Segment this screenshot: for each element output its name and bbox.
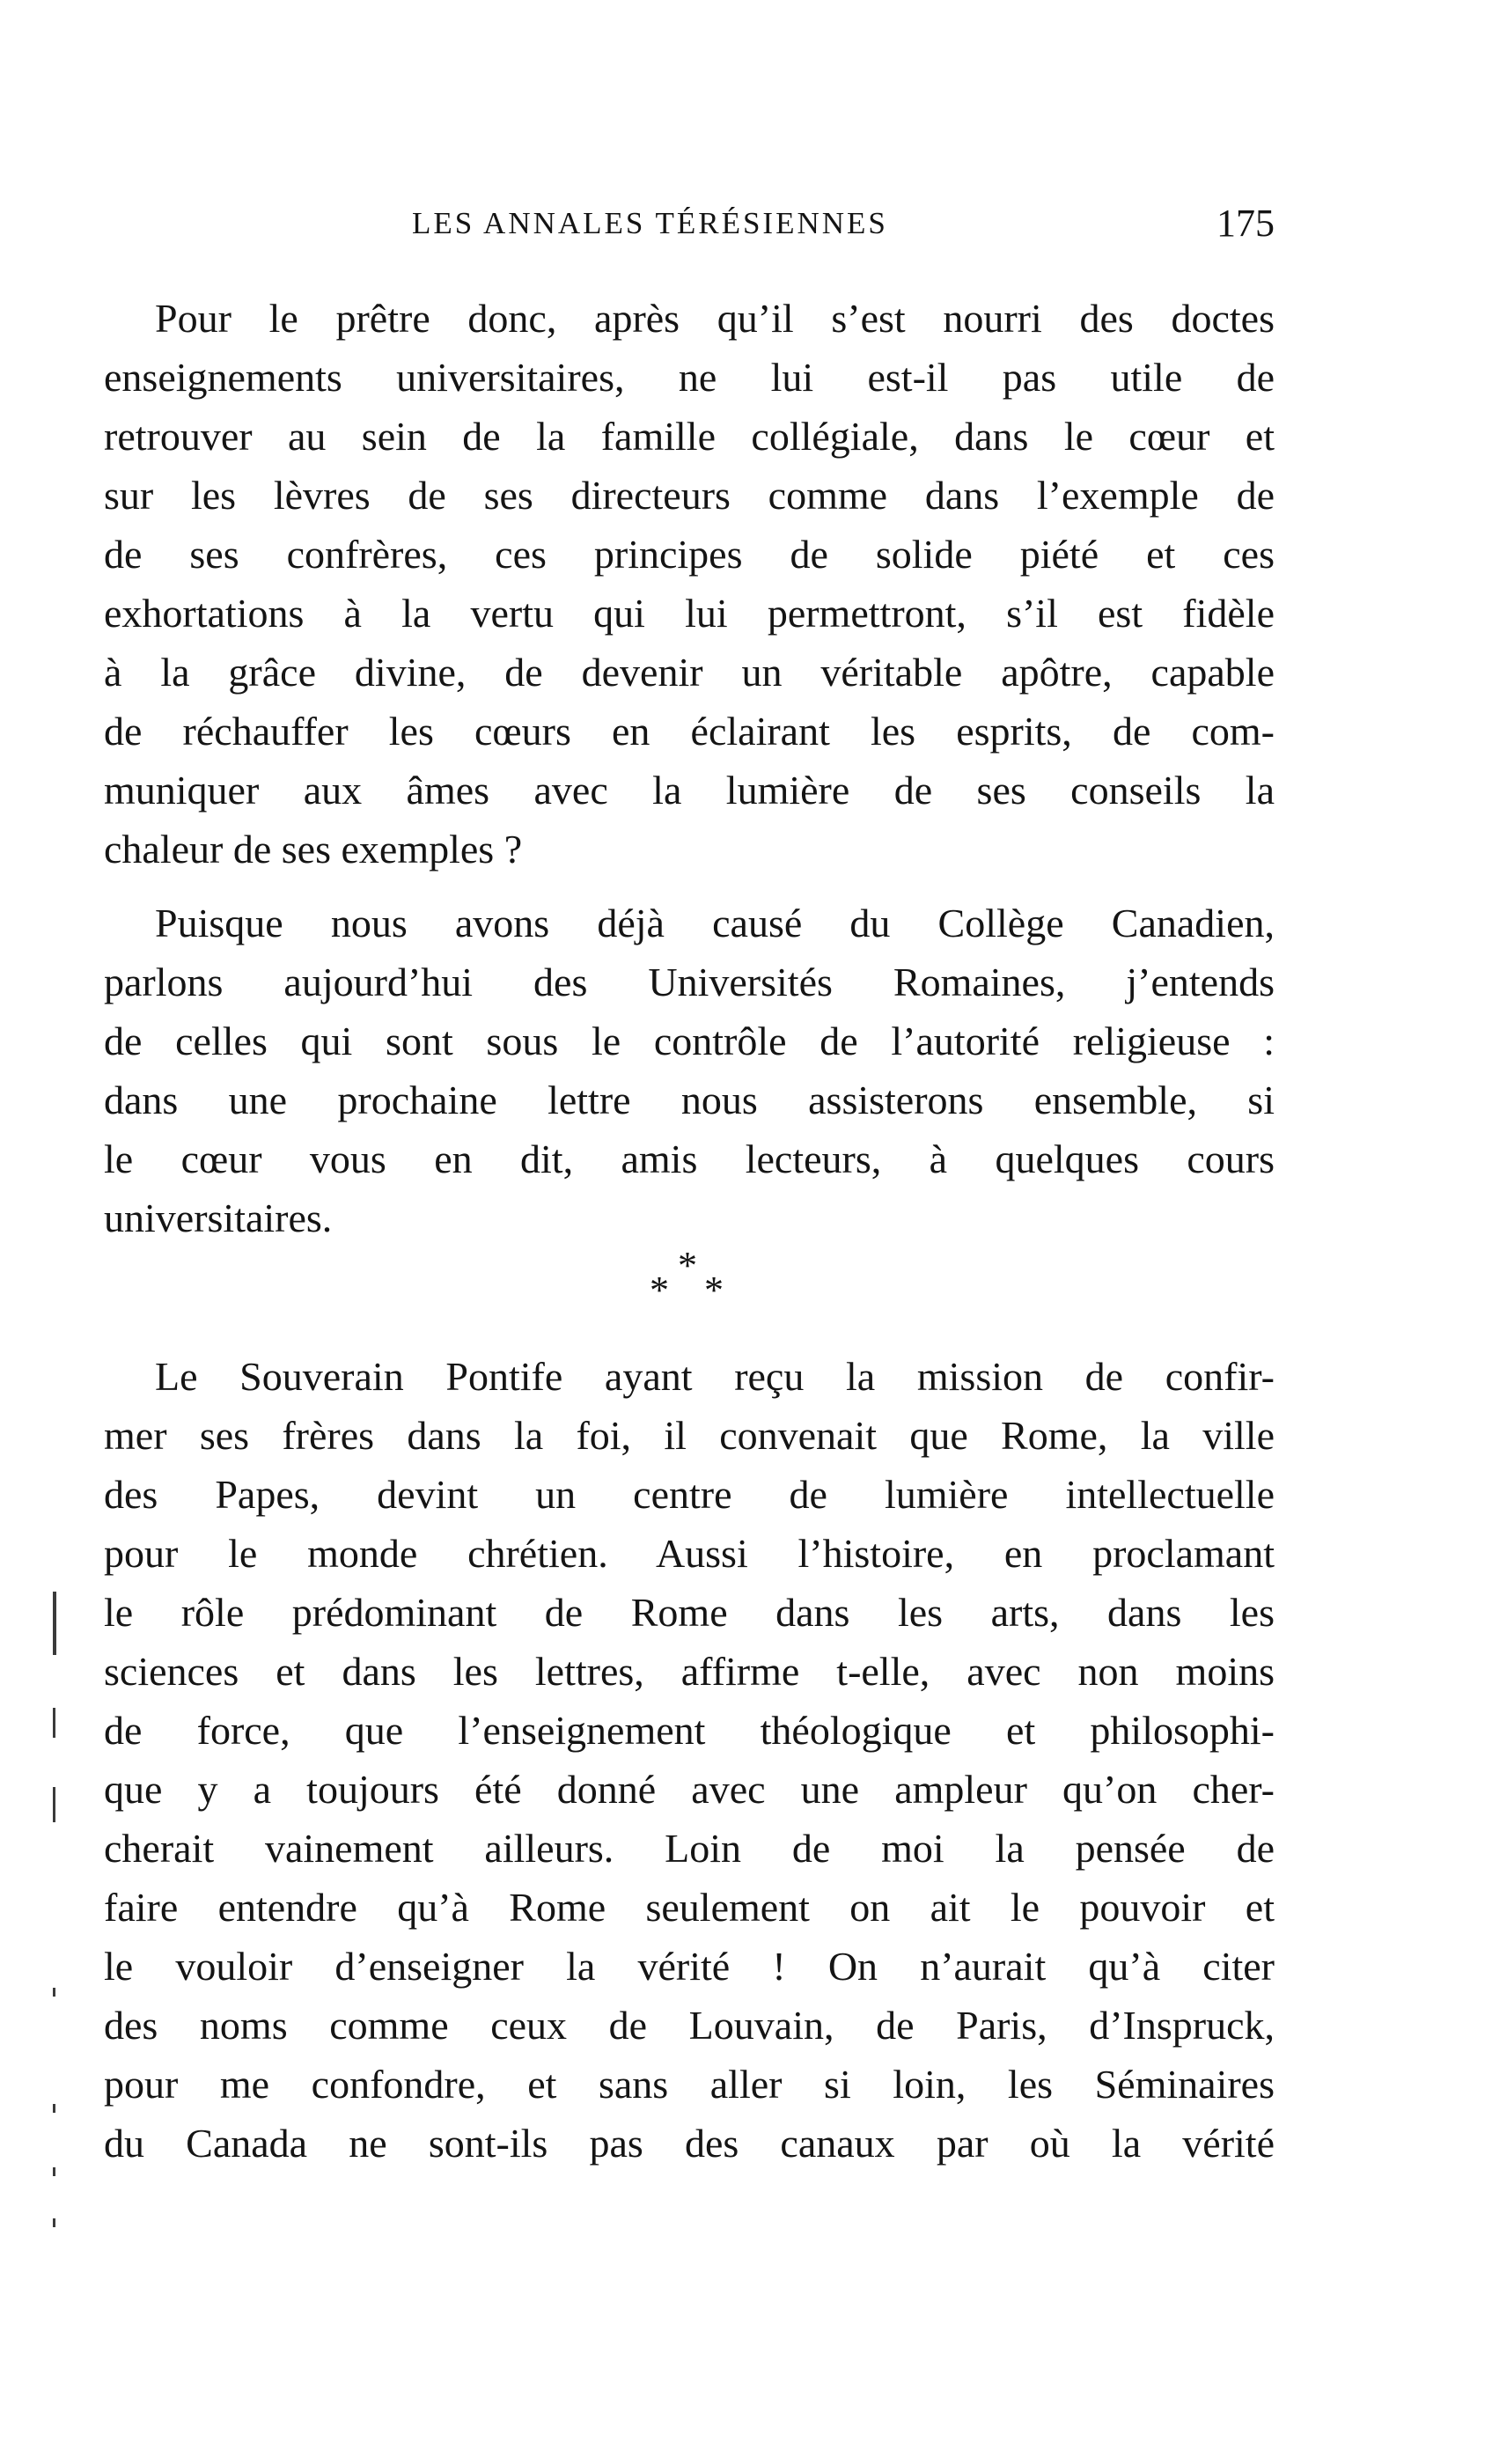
text-line: le vouloir d’enseigner la vérité ! On n’aurait qu’à citer: [104, 1944, 1275, 1989]
paragraph-1: [104, 289, 1275, 879]
text-line: de force, que l’enseignement théologique et philosophi-: [104, 1708, 1275, 1753]
text-line: que y a toujours été donné avec une ampleur qu’on cher-: [104, 1767, 1275, 1812]
text-line: le rôle prédominant de Rome dans les arts, dans les: [104, 1590, 1275, 1635]
margin-dot-mark: [53, 2218, 55, 2227]
text-line: de réchauffer les cœurs en éclairant les esprits, de com-: [104, 709, 1275, 754]
page-header: [104, 201, 1275, 254]
paragraph-3: [104, 1347, 1275, 2173]
asterisk-right: *: [704, 1269, 724, 1312]
page-number: 175: [1216, 202, 1275, 245]
text-line: sur les lèvres de ses directeurs comme dans l’exemple de: [104, 473, 1275, 518]
text-line: retrouver au sein de la famille collégiale, dans le cœur et: [104, 414, 1275, 459]
asterisk-left: *: [650, 1269, 669, 1312]
text-line: exhortations à la vertu qui lui permettront, s’il est fidèle: [104, 591, 1275, 636]
text-line: universitaires.: [104, 1195, 333, 1240]
text-line: muniquer aux âmes avec la lumière de ses conseils la: [104, 768, 1275, 813]
text-line: des Papes, devint un centre de lumière intellectuelle: [104, 1472, 1275, 1517]
text-line: pour le monde chrétien. Aussi l’histoire, en proclamant: [104, 1531, 1275, 1576]
text-line: mer ses frères dans la foi, il convenait que Rome, la ville: [104, 1413, 1275, 1458]
text-line: de ses confrères, ces principes de solide piété et ces: [104, 532, 1275, 577]
section-separator-asterism: [632, 1243, 755, 1322]
margin-rule-mark: [53, 1787, 55, 1822]
text-line: Le Souverain Pontife ayant reçu la mission de confir-: [155, 1354, 1275, 1399]
text-line: des noms comme ceux de Louvain, de Paris, d’Inspruck,: [104, 2003, 1275, 2048]
paragraph-2: [104, 894, 1275, 1247]
text-line: sciences et dans les lettres, affirme t-elle, avec non moins: [104, 1649, 1275, 1694]
text-line: du Canada ne sont-ils pas des canaux par où la vérité: [104, 2121, 1275, 2166]
text-line: le cœur vous en dit, amis lecteurs, à quelques cours: [104, 1136, 1275, 1181]
margin-dot-mark: [53, 2167, 55, 2176]
text-line: chaleur de ses exemples ?: [104, 827, 523, 872]
text-line: à la grâce divine, de devenir un véritable apôtre, capable: [104, 650, 1275, 695]
text-line: Puisque nous avons déjà causé du Collège Canadien,: [155, 901, 1275, 945]
margin-dot-mark: [53, 1988, 55, 1997]
text-line: pour me confondre, et sans aller si loin, les Séminaires: [104, 2062, 1275, 2107]
text-line: dans une prochaine lettre nous assisterons ensemble, si: [104, 1078, 1275, 1122]
running-title: LES ANNALES TÉRÉSIENNES: [412, 206, 888, 240]
margin-rule-mark: [53, 1592, 56, 1655]
text-line: parlons aujourd’hui des Universités Romaines, j’entends: [104, 960, 1275, 1004]
text-line: faire entendre qu’à Rome seulement on ait le pouvoir et: [104, 1885, 1275, 1930]
text-line: cherait vainement ailleurs. Loin de moi la pensée de: [104, 1826, 1275, 1871]
text-line: de celles qui sont sous le contrôle de l’autorité religieuse :: [104, 1019, 1275, 1063]
text-line: enseignements universitaires, ne lui est-il pas utile de: [104, 355, 1275, 400]
text-line: Pour le prêtre donc, après qu’il s’est nourri des doctes: [155, 296, 1275, 341]
margin-rule-mark: [53, 1708, 55, 1738]
margin-dot-mark: [53, 2104, 55, 2113]
asterisk-top: *: [678, 1244, 697, 1287]
